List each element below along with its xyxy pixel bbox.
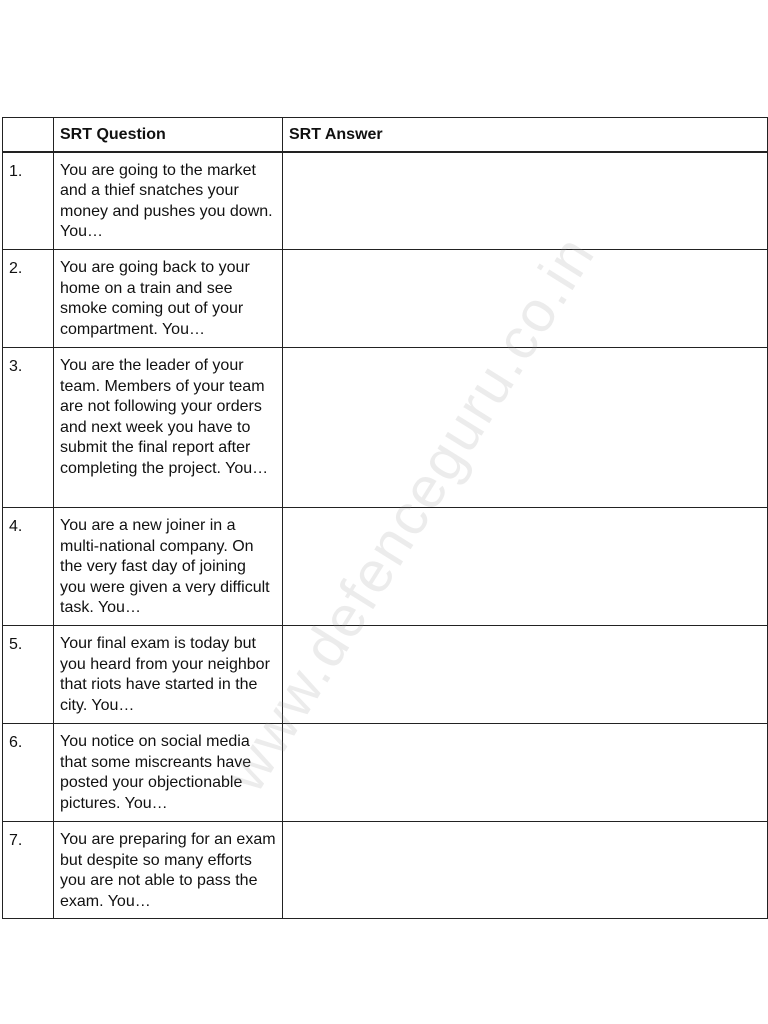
row-answer[interactable] <box>283 822 768 919</box>
table-row <box>3 822 768 919</box>
row-answer[interactable] <box>283 508 768 626</box>
row-question: You notice on social media that some miscreants have posted your objectionable pictures. You… <box>54 724 283 822</box>
table-row <box>3 152 768 250</box>
row-question: You are going to the market and a thief snatches your money and pushes you down. You… <box>54 152 283 250</box>
table-row <box>3 626 768 724</box>
row-question: You are a new joiner in a multi-national company. On the very fast day of joining you were given a very difficult task. You… <box>54 508 283 626</box>
row-answer[interactable] <box>283 626 768 724</box>
srt-table <box>2 117 768 919</box>
row-question: Your final exam is today but you heard from your neighbor that riots have started in the city. You… <box>54 626 283 724</box>
row-question: You are the leader of your team. Members of your team are not following your orders and next week you have to submit the final report after completing the project. You… <box>54 348 283 508</box>
row-number: 5. <box>3 626 54 724</box>
table-row <box>3 348 768 508</box>
row-answer[interactable] <box>283 724 768 822</box>
row-answer[interactable] <box>283 250 768 348</box>
header-srt-question: SRT Question <box>54 118 283 152</box>
row-number: 4. <box>3 508 54 626</box>
row-answer[interactable] <box>283 152 768 250</box>
row-question: You are preparing for an exam but despite so many efforts you are not able to pass the exam. You… <box>54 822 283 919</box>
table-row <box>3 250 768 348</box>
row-number: 7. <box>3 822 54 919</box>
header-number <box>3 118 54 152</box>
watermark-text: www.defenceguru.co.in <box>212 224 608 803</box>
row-number: 1. <box>3 152 54 250</box>
header-srt-answer: SRT Answer <box>283 118 768 152</box>
row-answer[interactable] <box>283 348 768 508</box>
table-row <box>3 724 768 822</box>
row-number: 6. <box>3 724 54 822</box>
row-number: 2. <box>3 250 54 348</box>
row-question: You are going back to your home on a train and see smoke coming out of your compartment. You… <box>54 250 283 348</box>
table-header-row <box>3 118 768 152</box>
row-number: 3. <box>3 348 54 508</box>
table-row <box>3 508 768 626</box>
